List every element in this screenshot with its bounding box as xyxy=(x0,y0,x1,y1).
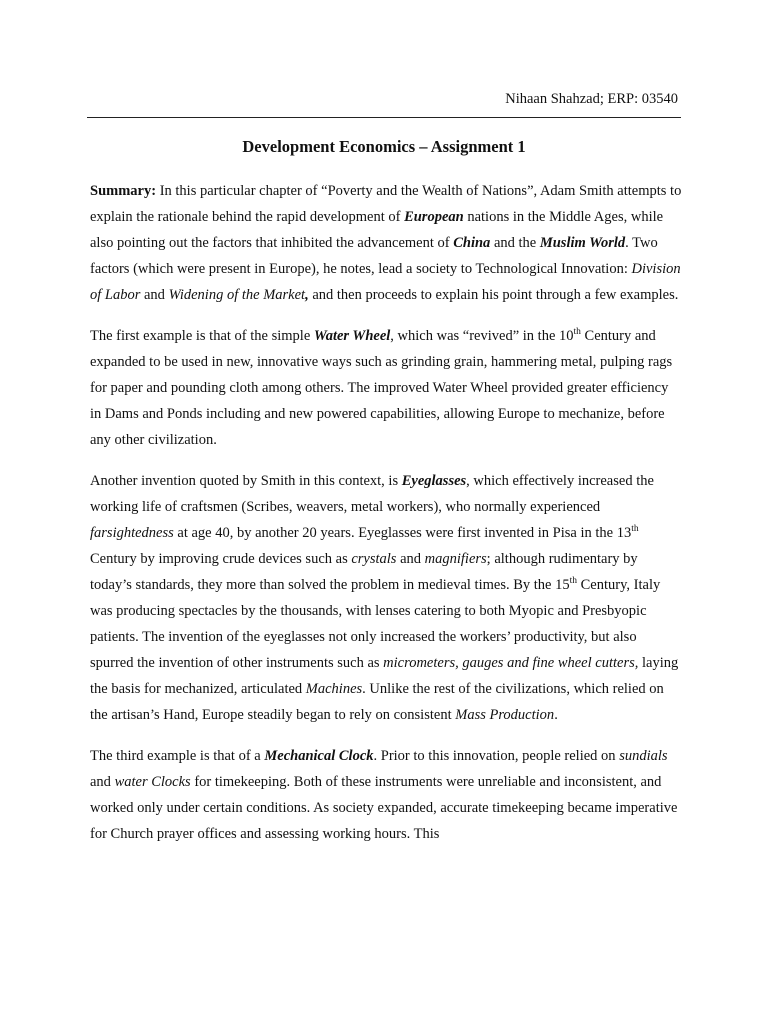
italic-farsightedness: farsightedness xyxy=(90,525,174,541)
emphasis-china: China xyxy=(453,235,491,251)
italic-magnifiers: magnifiers xyxy=(424,551,487,567)
italic-widening-of-market: Widening of the Market xyxy=(168,287,306,303)
italic-machines: Machines xyxy=(305,681,363,697)
italic-water-clocks: water Clocks xyxy=(114,774,191,790)
water-wheel-paragraph: The first example is that of the simple Water Wheel, which was “revived” in the 10th Century and expanded to be used in new, innovative ways such as grinding grain, hammering metal, pulping rags for paper and pounding cloth among others. The improved Water Wheel provided greater efficiency in Dams and Ponds including and new powered capabilities, allowing Europe to mechanize, before any other civilization. xyxy=(90,327,673,448)
emphasis-muslim-world: Muslim World xyxy=(539,235,626,251)
emphasis-european: European xyxy=(404,209,464,225)
summary-paragraph: Summary: In this particular chapter of “Poverty and the Wealth of Nations”, Adam Smith attempts to explain the rationale behind the rapid development of European nations in the Middle Ages, while also pointing out the factors that inhibited the advancement of China and the Muslim World. Two factors (which were present in Europe), he notes, lead a society to Technological Innovation: Division of Labor and Widening of the Market, and then proceeds to explain his point through a few examples. xyxy=(90,183,682,303)
italic-division-of-labor: Division of Labor xyxy=(90,261,681,303)
emphasis-mechanical-clock: Mechanical Clock xyxy=(264,748,374,764)
document-title: Development Economics – Assignment 1 xyxy=(242,137,526,156)
emphasis-water-wheel: Water Wheel xyxy=(313,328,391,344)
document-body xyxy=(90,178,682,847)
italic-instruments: micrometers, gauges and fine wheel cutters, xyxy=(383,655,639,671)
italic-sundials: sundials xyxy=(619,748,668,764)
header-divider xyxy=(87,117,681,118)
eyeglasses-paragraph: Another invention quoted by Smith in this context, is Eyeglasses, which effectively increased the working life of craftsmen (Scribes, weavers, metal workers), who normally experienced farsightedness at age 40, by another 20 years. Eyeglasses were first invented in Pisa in the 13th Century by improving crude devices such as crystals and magnifiers; although rudimentary by today’s standards, they more than solved the problem in medieval times. By the 15th Century, Italy was producing spectacles by the thousands, with lenses catering to both Myopic and Presbyopic patients. The invention of the eyeglasses not only increased the workers’ productivity, but also spurred the invention of other instruments such as micrometers, gauges and fine wheel cutters, laying the basis for mechanized, articulated Machines. Unlike the rest of the civilizations, which relied on the artisan’s Hand, Europe steadily began to rely on consistent Mass Production. xyxy=(90,473,679,723)
author-line: Nihaan Shahzad; ERP: 03540 xyxy=(505,91,678,107)
superscript-th: th xyxy=(569,576,578,586)
bold-comma: , xyxy=(305,287,309,303)
italic-crystals: crystals xyxy=(351,551,397,567)
superscript-th: th xyxy=(631,524,639,534)
italic-mass-production: Mass Production xyxy=(455,707,555,723)
clock-paragraph: The third example is that of a Mechanical Clock. Prior to this innovation, people relied on sundials and water Clocks for timekeeping. Both of these instruments were unreliable and inconsistent, and worked only under certain conditions. As society expanded, accurate timekeeping became imperative for Church prayer offices and assessing working hours. This xyxy=(90,748,678,842)
summary-label: Summary: xyxy=(90,183,157,199)
superscript-th: th xyxy=(573,327,581,337)
emphasis-eyeglasses: Eyeglasses xyxy=(401,473,467,489)
